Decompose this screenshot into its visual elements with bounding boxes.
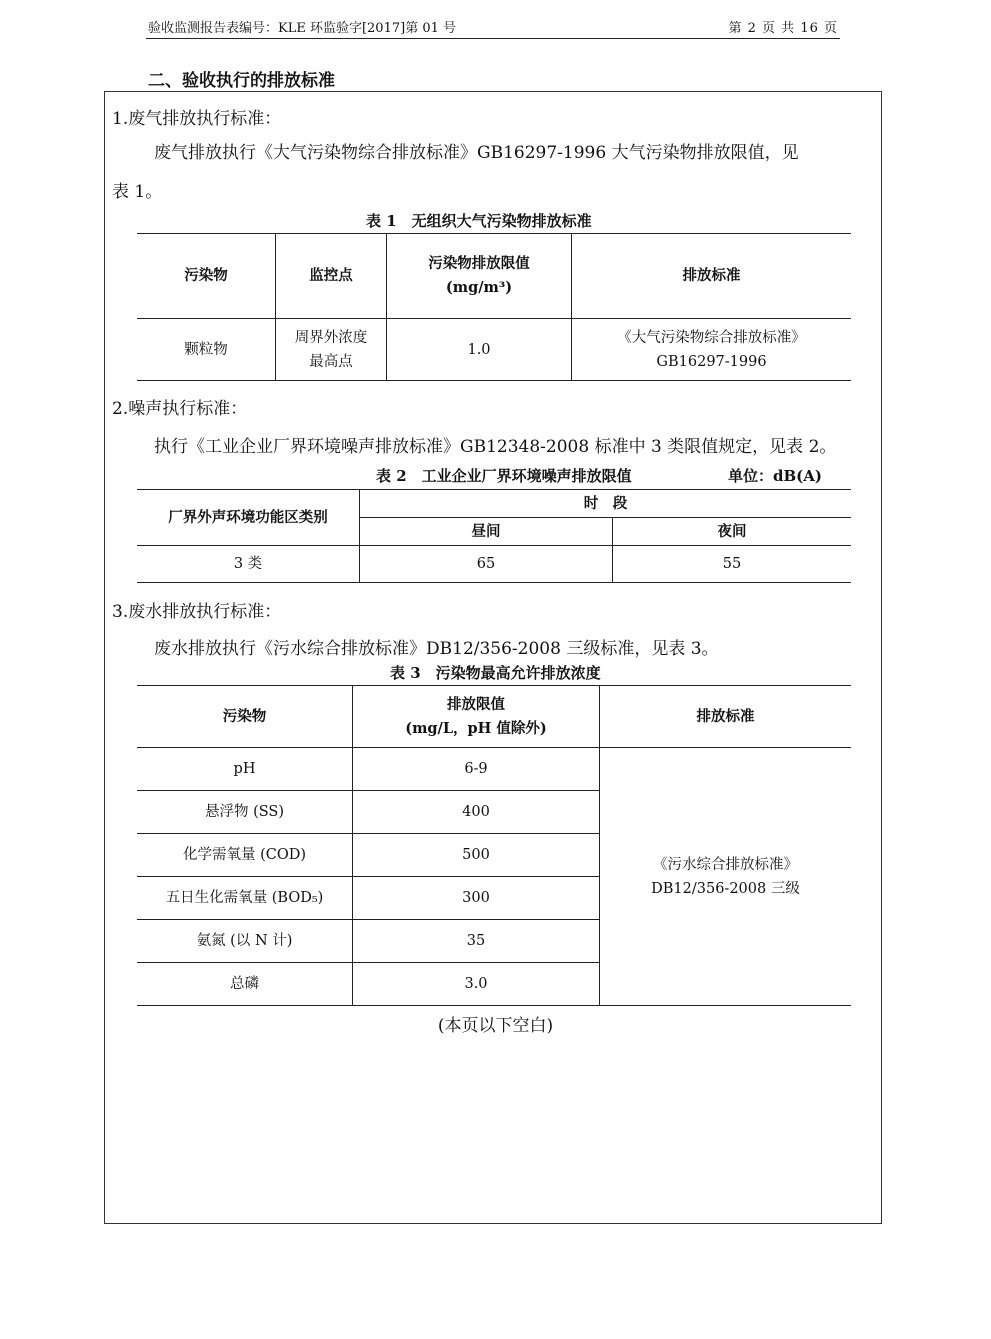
table3-header-standard: 排放标准 — [600, 686, 852, 748]
table1 — [137, 233, 851, 381]
s1-body-line2: 表 1。 — [112, 182, 163, 202]
table3-cell-limit: 3.0 — [353, 963, 600, 1006]
table3-cell-limit: 500 — [353, 834, 600, 877]
table3-cell-limit: 35 — [353, 920, 600, 963]
table3-header-pollutant: 污染物 — [137, 686, 353, 748]
section-title: 二、验收执行的排放标准 — [148, 71, 335, 91]
table1-cell-monitor — [276, 319, 387, 381]
table2-caption: 表 2 工业企业厂界环境噪声排放限值 — [376, 467, 632, 485]
s2-heading: 2.噪声执行标准： — [112, 399, 248, 419]
s1-heading: 1.废气排放执行标准： — [112, 109, 282, 129]
table2-unit: 单位：dB(A) — [728, 467, 822, 485]
table2-cell-zone: 3 类 — [137, 546, 360, 583]
table2-cell-night: 55 — [613, 546, 852, 583]
table3-standard-line2: DB12/356-2008 三级 — [651, 880, 800, 897]
table3-cell-limit: 6-9 — [353, 748, 600, 791]
table3-cell-pollutant: 悬浮物 (SS) — [137, 791, 353, 834]
table1-cell-limit: 1.0 — [387, 319, 572, 381]
table1-header-pollutant: 污染物 — [137, 234, 276, 319]
table3-cell-limit: 300 — [353, 877, 600, 920]
table3-cell-pollutant: 五日生化需氧量 (BOD₅) — [137, 877, 353, 920]
table2-header-day: 昼间 — [360, 518, 613, 546]
table3-cell-standard — [600, 748, 852, 1006]
table3-cell-limit: 400 — [353, 791, 600, 834]
s2-body: 执行《工业企业厂界环境噪声排放标准》GB12348-2008 标准中 3 类限值规定，见表 2。 — [154, 437, 837, 457]
table1-header-standard: 排放标准 — [572, 234, 852, 319]
page-number: 第 2 页 共 16 页 — [728, 21, 838, 36]
page-header — [146, 14, 840, 39]
table1-header-limit — [387, 234, 572, 319]
table1-header-limit-label: 污染物排放限值 — [428, 255, 530, 272]
table3-standard-line1: 《污水综合排放标准》 — [653, 856, 798, 873]
s1-body-line1: 废气排放执行《大气污染物综合排放标准》GB16297-1996 大气污染物排放限值，见 — [154, 143, 799, 163]
table2 — [137, 489, 851, 583]
table1-caption: 表 1 无组织大气污染物排放标准 — [366, 212, 592, 230]
table3-header-limit-unit: (mg/L，pH 值除外) — [405, 719, 547, 737]
table2-header-night: 夜间 — [613, 518, 852, 546]
table1-cell-standard-line1: 《大气污染物综合排放标准》 — [617, 329, 806, 346]
report-number: 验收监测报告表编号：KLE 环监验字[2017]第 01 号 — [148, 21, 457, 36]
table3-cell-pollutant: 化学需氧量 (COD) — [137, 834, 353, 877]
table3-cell-pollutant: pH — [137, 748, 353, 791]
table1-cell-pollutant: 颗粒物 — [137, 319, 276, 381]
table3-header-limit — [353, 686, 600, 748]
table3-cell-pollutant: 总磷 — [137, 963, 353, 1006]
table1-cell-monitor-line1: 周界外浓度 — [294, 329, 368, 346]
table2-header-period: 时 段 — [360, 490, 852, 518]
table3 — [137, 685, 851, 1006]
table1-cell-monitor-line2: 最高点 — [309, 353, 353, 370]
table3-header-limit-label: 排放限值 — [447, 695, 505, 713]
table1-cell-standard — [572, 319, 852, 381]
table3-cell-pollutant: 氨氮 (以 N 计) — [137, 920, 353, 963]
table1-header-limit-unit: (mg/m³) — [445, 279, 513, 296]
s3-heading: 3.废水排放执行标准： — [112, 602, 282, 622]
blank-note: (本页以下空白) — [437, 1016, 554, 1036]
table3-caption: 表 3 污染物最高允许排放浓度 — [390, 664, 601, 682]
s3-body: 废水排放执行《污水综合排放标准》DB12/356-2008 三级标准，见表 3。 — [154, 639, 719, 659]
table1-cell-standard-line2: GB16297-1996 — [656, 353, 767, 370]
table2-header-zone: 厂界外声环境功能区类别 — [137, 490, 360, 546]
table1-header-monitor: 监控点 — [276, 234, 387, 319]
table2-cell-day: 65 — [360, 546, 613, 583]
